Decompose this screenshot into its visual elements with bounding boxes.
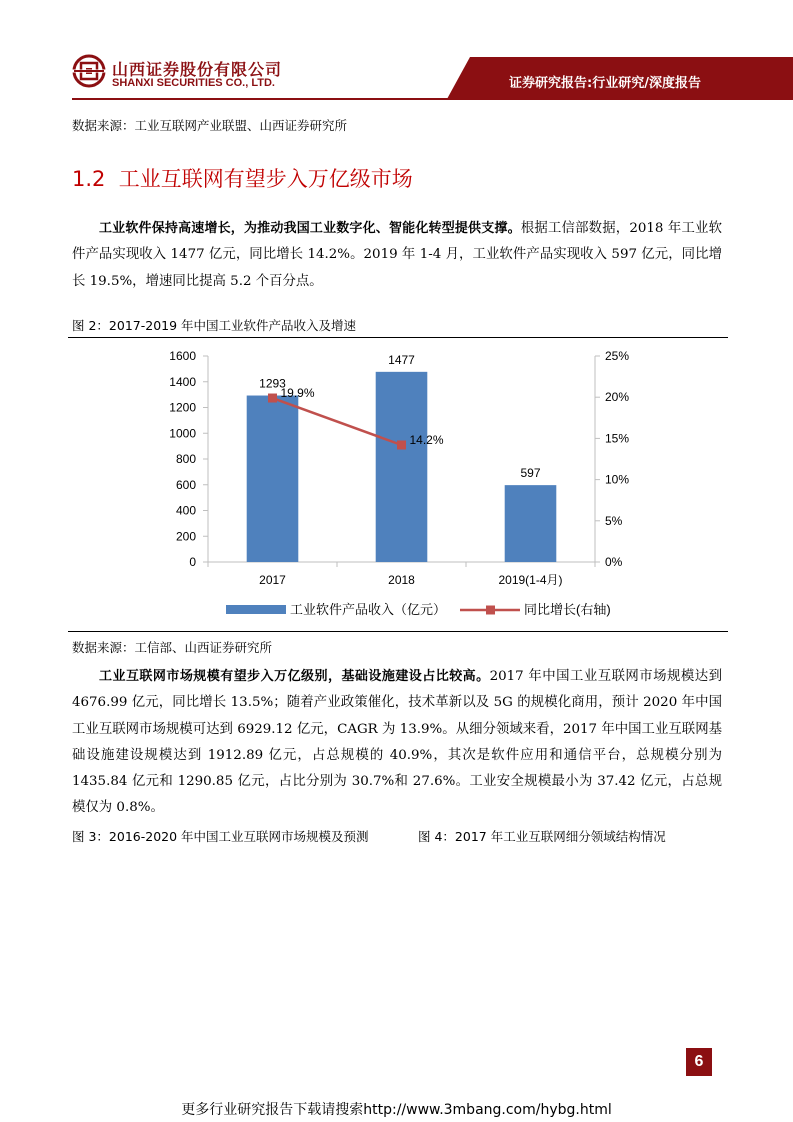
x-tick-label: 2017 <box>259 573 286 587</box>
bar-value-label: 597 <box>520 466 541 481</box>
y-tick-label: 200 <box>175 529 196 544</box>
figure-2-bottom-rule <box>68 631 728 632</box>
company-logo-icon <box>72 54 106 88</box>
section-number: 1.2 <box>72 167 106 191</box>
x-tick-label: 2018 <box>388 573 415 587</box>
paragraph-2-body: 2017 年中国工业互联网市场规模达到 4676.99 亿元，同比增长 13.5%；随着产业政策催化，技术革新以及 5G 的规模化商用，预计 2020 年中国工业互联网市场规模可达到 6929.12 亿元，CAGR 为 13.9%。从细分领域来看，2017 年中国工业互联网基础设施建设规模达到 1912.89 亿元，占总规模的 40.9%，其次是软件应用和通信平台，总规模分别为 1435.84 亿元和 1290.85 亿元，占比分别为 30.7%和 27.6%。工业安全规模最小为 37.42 亿元，占总规模仅为 0.8%。 <box>72 669 722 816</box>
y-tick-label: 600 <box>175 477 196 492</box>
y2-tick-label: 10% <box>605 472 630 487</box>
figure-4-title: 图 4：2017 年工业互联网细分领域结构情况 <box>418 829 666 844</box>
bar-2017 <box>247 396 299 562</box>
y2-tick-label: 15% <box>605 431 630 446</box>
legend-bar-swatch <box>226 605 286 614</box>
bar-value-label: 1293 <box>259 376 286 391</box>
y2-tick-label: 25% <box>605 349 630 363</box>
header-banner <box>0 0 793 110</box>
legend-line-marker <box>486 606 495 615</box>
y-tick-label: 0 <box>189 555 196 569</box>
footer-download-note[interactable]: 更多行业研究报告下载请搜索http://www.3mbang.com/hybg.html <box>181 1102 612 1118</box>
paragraph-2 <box>72 664 722 822</box>
report-type-label: 证券研究报告:行业研究/深度报告 <box>509 76 701 91</box>
legend-bar-label: 工业软件产品收入（亿元） <box>290 602 447 617</box>
section-title-text: 工业互联网有望步入万亿级市场 <box>118 167 413 191</box>
growth-label: 19.9% <box>280 386 315 401</box>
page-number: 6 <box>686 1048 712 1076</box>
y-tick-label: 400 <box>175 503 196 518</box>
growth-point <box>268 394 277 403</box>
section-title <box>72 163 413 193</box>
company-name-cn: 山西证券股份有限公司 <box>112 60 283 79</box>
bar-2018 <box>376 372 428 562</box>
paragraph-1-body: 根据工信部数据，2018 年工业软件产品实现收入 1477 亿元，同比增长 14.2%。2019 年 1-4 月，工业软件产品实现收入 597 亿元，同比增长 19.5%，增速同比提高 5.2 个百分点。 <box>72 221 722 289</box>
source-note-top: 数据来源：工业互联网产业联盟、山西证券研究所 <box>72 118 348 133</box>
y2-tick-label: 5% <box>605 513 623 528</box>
chart-canvas <box>68 338 728 630</box>
paragraph-2-lead: 工业互联网市场规模有望步入万亿级别，基础设施建设占比较高。 <box>99 669 490 684</box>
figure-3-title: 图 3：2016-2020 年中国工业互联网市场规模及预测 <box>72 829 369 844</box>
paragraph-1 <box>72 216 722 295</box>
x-tick-label: 2019(1-4月) <box>498 573 563 587</box>
company-name-en: SHANXI SECURITIES CO., LTD. <box>112 77 275 89</box>
figure-2-chart <box>68 338 728 630</box>
y-tick-label: 1000 <box>169 426 196 441</box>
y2-tick-label: 0% <box>605 555 623 569</box>
figure-2-title: 图 2：2017-2019 年中国工业软件产品收入及增速 <box>72 318 357 333</box>
figure-2-source: 数据来源：工信部、山西证券研究所 <box>72 640 273 655</box>
bar-2019(1-4月) <box>505 485 557 562</box>
y-tick-label: 1600 <box>169 349 196 363</box>
y2-tick-label: 20% <box>605 390 630 405</box>
y-tick-label: 1200 <box>169 400 196 415</box>
growth-label: 14.2% <box>409 432 444 447</box>
legend-line-label: 同比增长(右轴) <box>524 602 611 617</box>
bar-value-label: 1477 <box>388 352 415 367</box>
y-tick-label: 800 <box>175 452 196 466</box>
growth-point <box>397 440 406 449</box>
y-tick-label: 1400 <box>169 374 196 389</box>
paragraph-1-lead: 工业软件保持高速增长，为推动我国工业数字化、智能化转型提供支撑。 <box>99 221 521 236</box>
